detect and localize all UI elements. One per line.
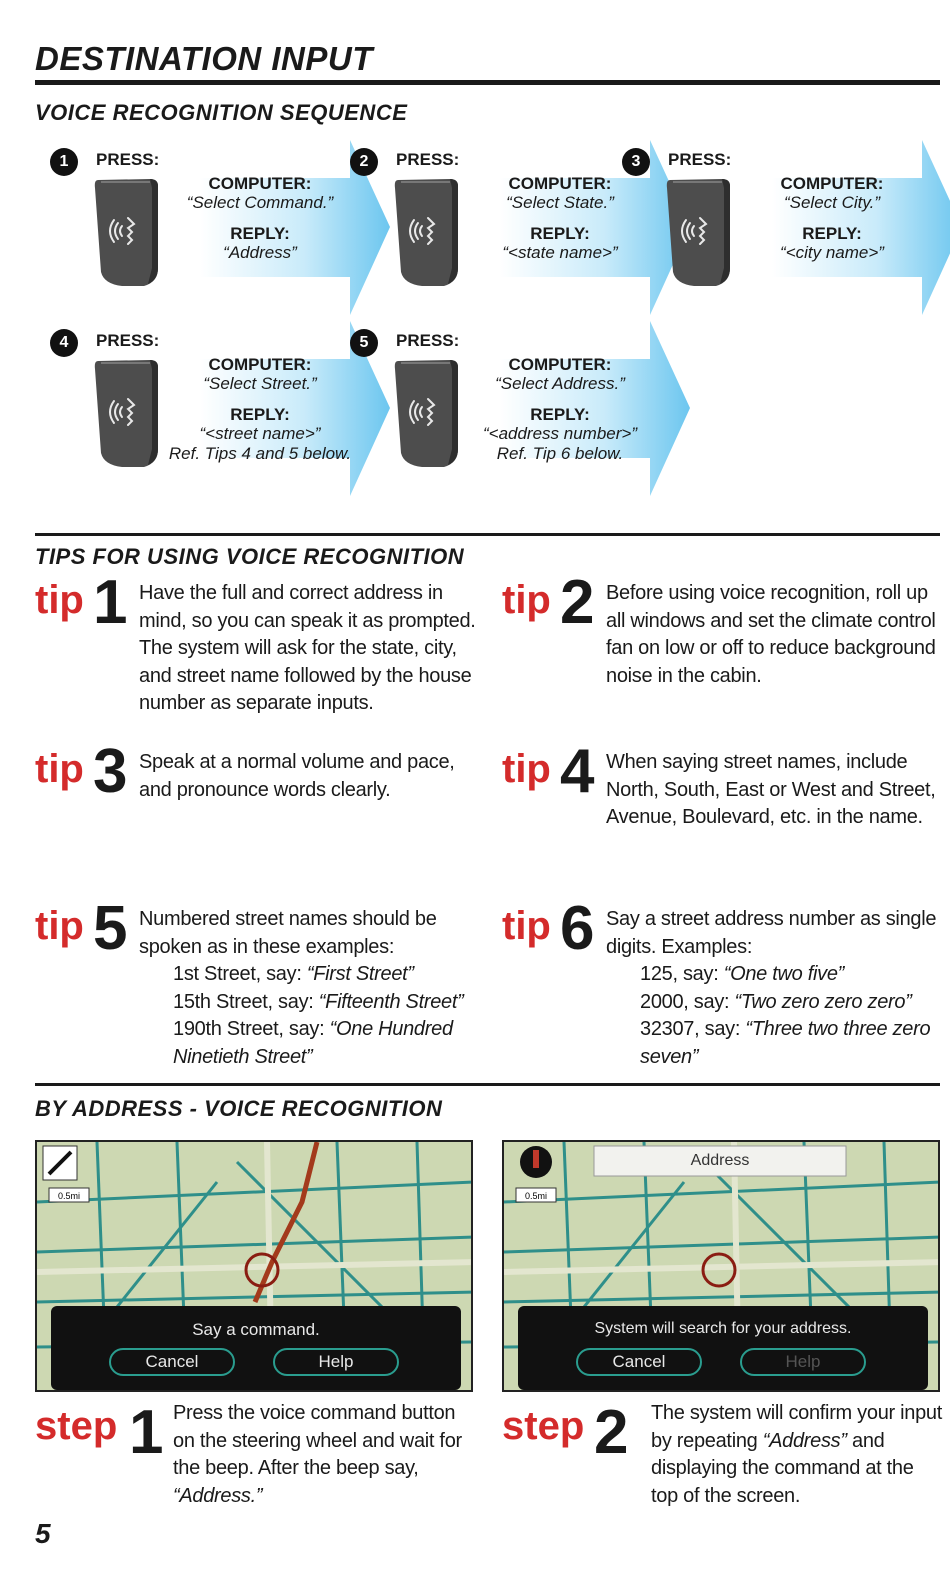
- reference-note: Ref. Tips 4 and 5 below.: [168, 444, 352, 463]
- reply-label: REPLY:: [530, 405, 590, 424]
- voice-button-icon: [92, 357, 162, 469]
- step-text: The system will confirm your input by repeating “Address” and displaying the command at the top of the screen.: [651, 1402, 943, 1507]
- tip-text: Have the full and correct address in mind, so you can speak it as prompted. The system will ask for the state, city, and street name followed by the house number as separate inputs.: [139, 582, 476, 714]
- reply-value: “<street name>”: [199, 424, 321, 443]
- computer-prompt: “Select City.”: [783, 193, 881, 212]
- step-text: Press the voice command button on the steering wheel and wait for the beep. After the beep say, “Address.”: [173, 1402, 462, 1507]
- step-word: step: [502, 1404, 585, 1448]
- sequence-step-3: [622, 140, 950, 315]
- sequence-step-5: [350, 321, 690, 496]
- help-button[interactable]: Help: [273, 1348, 399, 1376]
- voice-button-icon: [92, 176, 162, 288]
- tip-example: 1st Street, say: “First Street”: [173, 963, 414, 985]
- map-image: [504, 1142, 940, 1392]
- tip-word: tip: [502, 578, 551, 622]
- section-rule: [35, 1083, 940, 1086]
- title-rule: [35, 80, 940, 85]
- tip-example: 32307, say: “Three two three zero seven”: [640, 1018, 931, 1068]
- press-label: PRESS:: [96, 331, 160, 350]
- sequence-title: VOICE RECOGNITION SEQUENCE: [35, 100, 408, 125]
- tips-title: TIPS FOR USING VOICE RECOGNITION: [35, 544, 465, 569]
- reply-value: “<state name>”: [502, 243, 618, 262]
- nav-screen-2: [502, 1140, 940, 1392]
- reply-label: REPLY:: [230, 224, 290, 243]
- section-rule: [35, 533, 940, 536]
- press-label: PRESS:: [96, 150, 160, 169]
- tip-word: tip: [35, 747, 84, 791]
- step-number-badge: 4: [50, 329, 78, 357]
- tip-example: 190th Street, say: “One Hundred Ninetieth Street”: [173, 1018, 453, 1068]
- step-number: 2: [594, 1398, 629, 1467]
- step-number-badge: 1: [50, 148, 78, 176]
- help-button[interactable]: Help: [740, 1348, 866, 1376]
- screen-header: Address: [690, 1152, 750, 1169]
- tip-number: 5: [93, 894, 128, 963]
- computer-label: COMPUTER:: [208, 355, 312, 374]
- sequence-step-1: [50, 140, 390, 315]
- tip-number: 1: [93, 568, 128, 637]
- computer-prompt: “Select Command.”: [186, 193, 334, 212]
- computer-label: COMPUTER:: [208, 174, 312, 193]
- map-image: [37, 1142, 473, 1392]
- press-label: PRESS:: [396, 150, 460, 169]
- computer-prompt: “Select State.”: [506, 193, 614, 212]
- computer-prompt: “Select Address.”: [495, 374, 625, 393]
- voice-prompt-message: Say a command.: [192, 1320, 320, 1339]
- press-label: PRESS:: [396, 331, 460, 350]
- tip-number: 6: [560, 894, 595, 963]
- tip-number: 2: [560, 568, 595, 637]
- tip-text: Speak at a normal volume and pace, and pronounce words clearly.: [139, 751, 455, 801]
- step-number-badge: 5: [350, 329, 378, 357]
- address-title: BY ADDRESS - VOICE RECOGNITION: [35, 1096, 443, 1121]
- voice-button-icon: [392, 357, 462, 469]
- tip-text: When saying street names, include North, South, East or West and Street, Avenue, Boulevard, etc. in the name.: [606, 751, 936, 828]
- press-label: PRESS:: [668, 150, 732, 169]
- reply-label: REPLY:: [802, 224, 862, 243]
- cancel-button[interactable]: Cancel: [576, 1348, 702, 1376]
- voice-button-icon: [392, 176, 462, 288]
- step-1: [35, 1398, 475, 1514]
- tip-text: Say a street address number as single digits. Examples: 125, say: “One two five” 2000, say: “Two zero zero zero” 32307, say: “Three two three zero seven”: [606, 906, 940, 1071]
- tip-number: 4: [560, 737, 595, 806]
- step-quote: “Address.”: [173, 1484, 263, 1507]
- cancel-button[interactable]: Cancel: [109, 1348, 235, 1376]
- sequence-step-4: [50, 321, 390, 496]
- voice-button-icon: [664, 176, 734, 288]
- page-number: 5: [35, 1518, 51, 1549]
- tip-example: 2000, say: “Two zero zero zero”: [640, 990, 912, 1013]
- svg-text:0.5mi: 0.5mi: [57, 1191, 81, 1201]
- svg-text:0.5mi: 0.5mi: [524, 1191, 548, 1201]
- tip-number: 3: [93, 737, 128, 806]
- step-number-badge: 2: [350, 148, 378, 176]
- step-quote: “Address”: [762, 1429, 847, 1452]
- reply-label: REPLY:: [530, 224, 590, 243]
- reply-value: “Address”: [223, 243, 297, 262]
- tip-word: tip: [502, 747, 551, 791]
- computer-label: COMPUTER:: [508, 355, 612, 374]
- reply-label: REPLY:: [230, 405, 290, 424]
- step-number-badge: 3: [622, 148, 650, 176]
- computer-label: COMPUTER:: [508, 174, 612, 193]
- voice-prompt-message: System will search for your address.: [594, 1320, 852, 1337]
- tip-example: 125, say: “One two five”: [640, 963, 845, 985]
- computer-label: COMPUTER:: [780, 174, 884, 193]
- tip-text: Numbered street names should be spoken as in these examples: 1st Street, say: “First Street” 15th Street, say: “Fifteenth Street” 190th Street, say: “One Hundred Ninetieth Street”: [139, 906, 479, 1071]
- reply-value: “<city name>”: [780, 243, 884, 262]
- step-2: [502, 1398, 943, 1514]
- step-word: step: [35, 1404, 118, 1448]
- page-title: DESTINATION INPUT: [35, 40, 373, 77]
- tip-word: tip: [35, 904, 84, 948]
- reference-note: Ref. Tip 6 below.: [496, 444, 624, 463]
- tip-text: Before using voice recognition, roll up all windows and set the climate control fan on low or off to reduce background noise in the cabin.: [606, 582, 936, 687]
- nav-screen-1: [35, 1140, 473, 1392]
- computer-prompt: “Select Street.”: [203, 374, 317, 393]
- tip-word: tip: [502, 904, 551, 948]
- tip-word: tip: [35, 578, 84, 622]
- tip-example: 15th Street, say: “Fifteenth Street”: [173, 990, 464, 1013]
- step-number: 1: [129, 1398, 164, 1467]
- reply-value: “<address number>”: [482, 424, 638, 443]
